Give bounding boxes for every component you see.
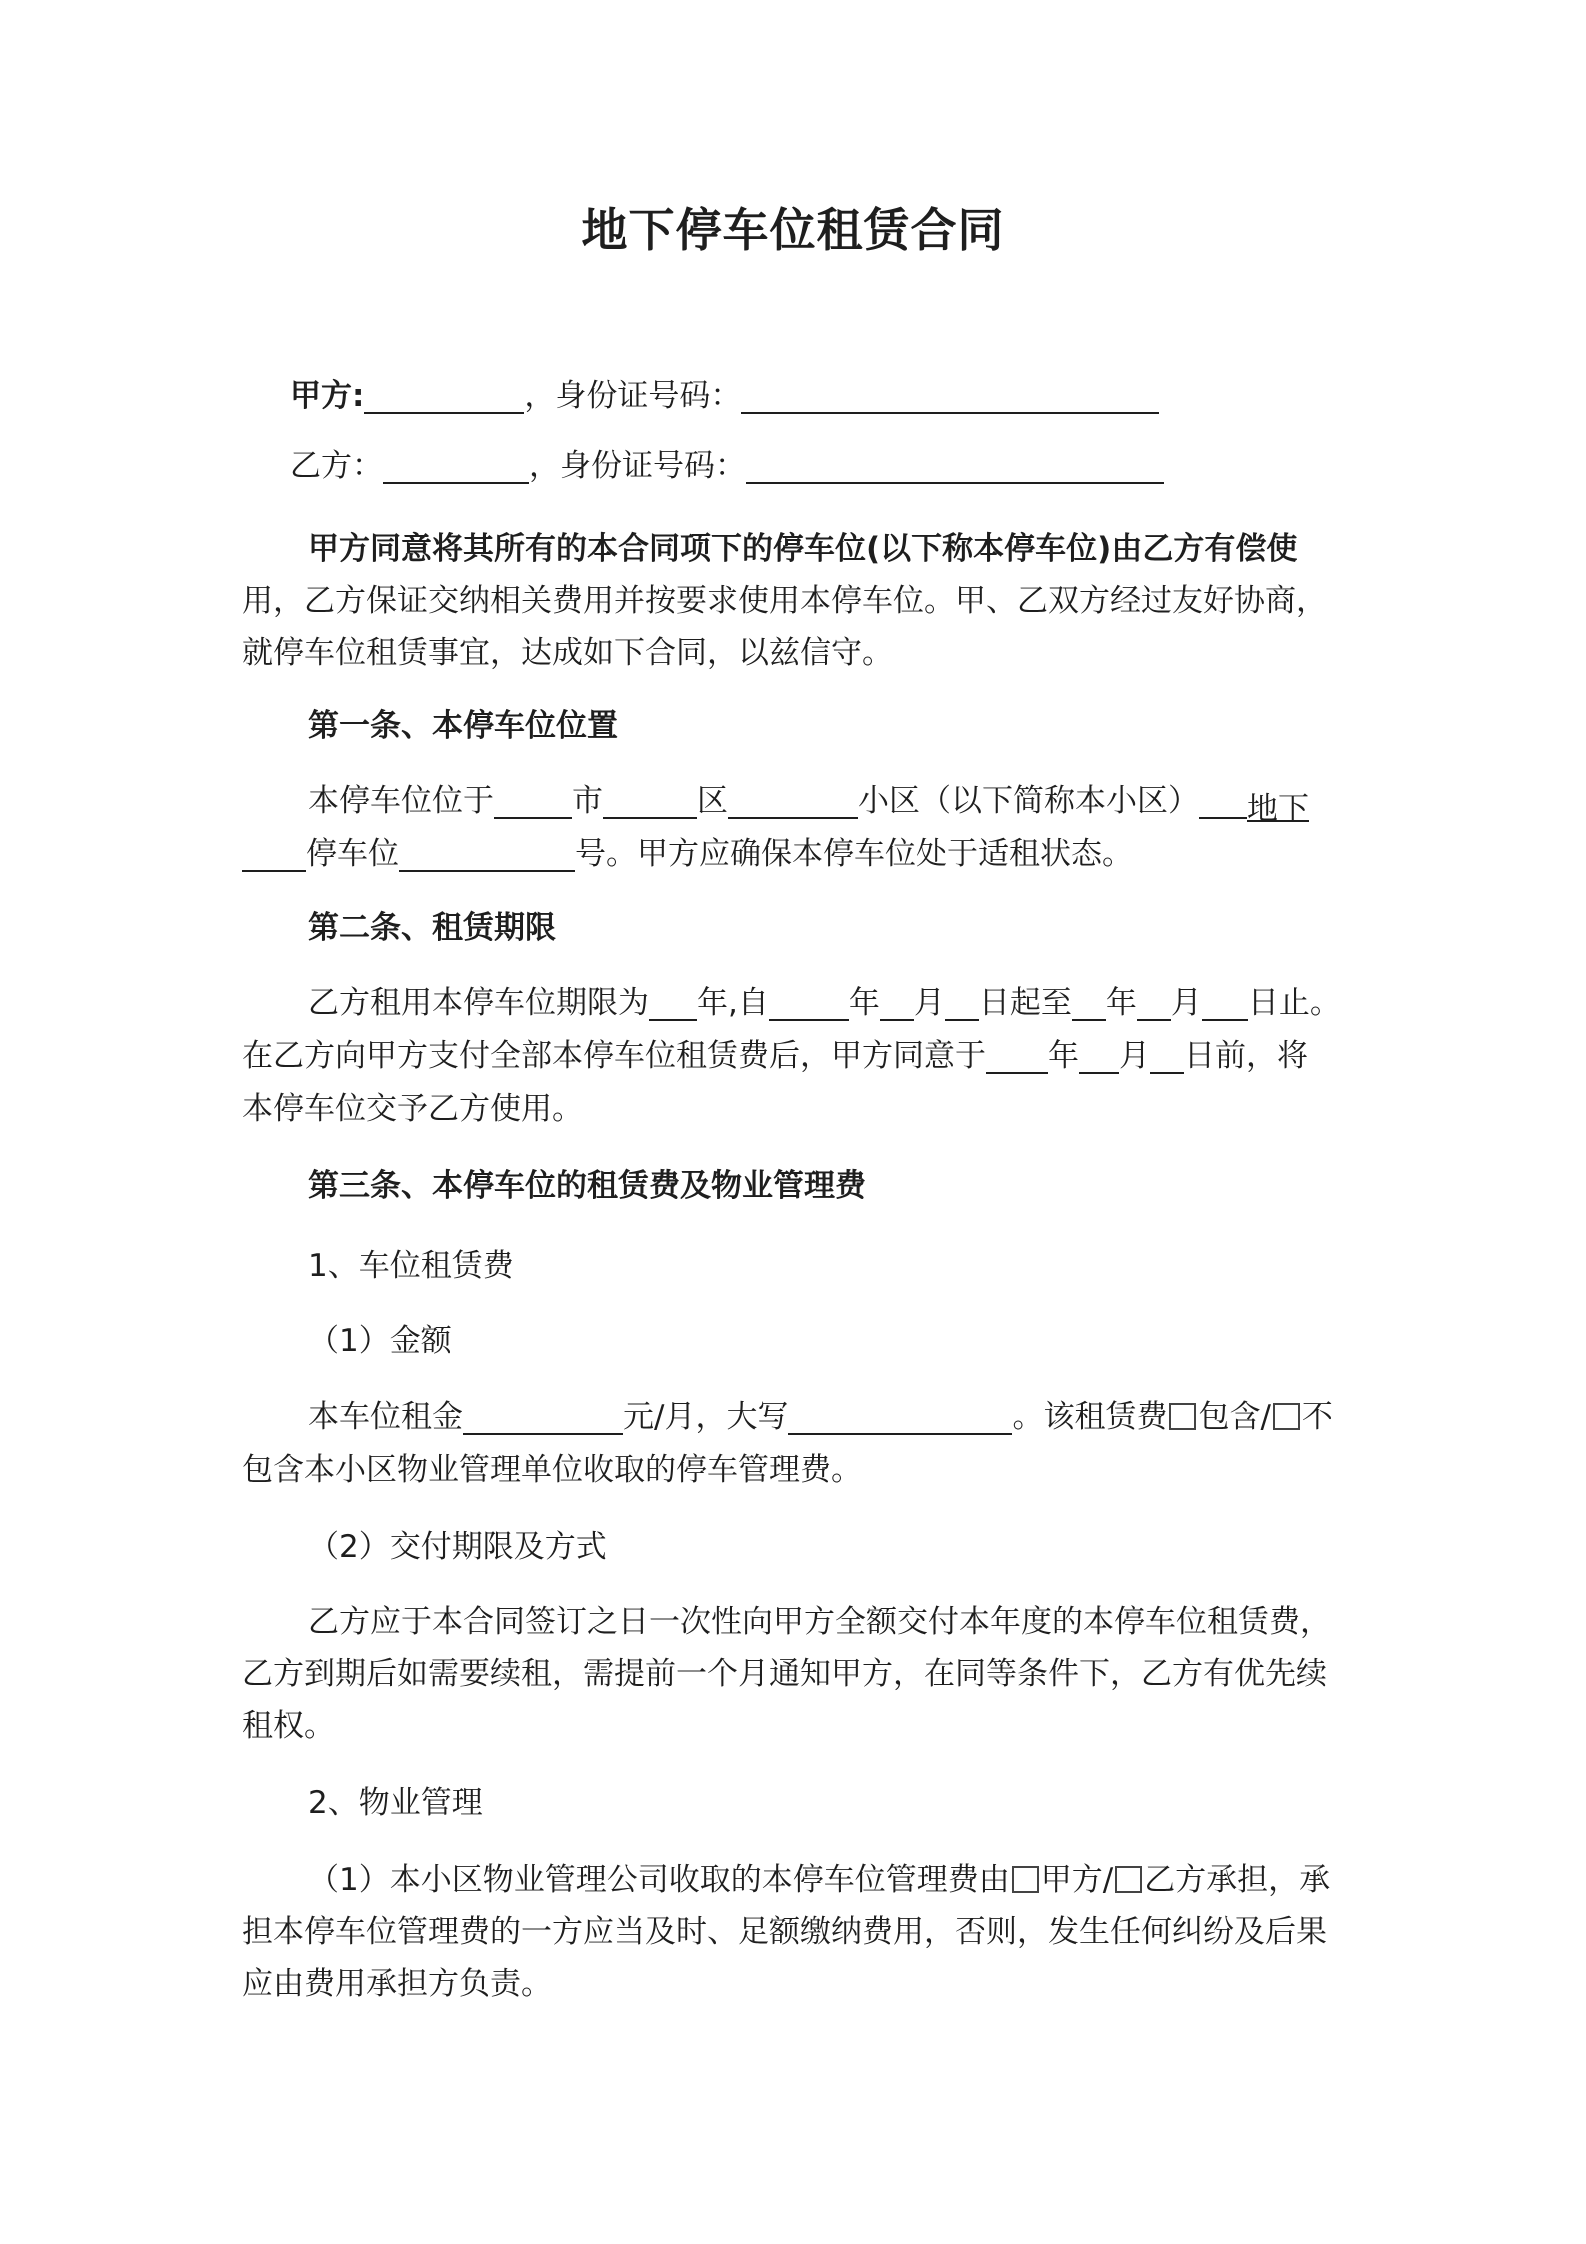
delivery-day-blank[interactable] (1150, 1038, 1184, 1074)
management-text-3: 乙方承担，承 (1144, 1862, 1331, 1898)
district-blank[interactable] (603, 783, 697, 819)
community-blank[interactable] (728, 783, 858, 819)
art2-text-a3: 年 (848, 985, 880, 1021)
payment-line-3 (242, 1703, 1362, 1749)
section-2-heading-text: 2、物业管理 (308, 1785, 483, 1821)
term-years-blank[interactable] (649, 985, 697, 1021)
management-line-3 (242, 1961, 1362, 2007)
subsection-1-2-heading (242, 1524, 1362, 1570)
intro-text-1: 甲方同意将其所有的本合同项下的停车位(以下称本停车位)由乙方有偿使 (308, 531, 1298, 567)
rent-text-5: 不 (1301, 1399, 1333, 1435)
article-2-heading-text: 第二条、租赁期限 (308, 910, 556, 946)
article-1-heading (242, 703, 1362, 749)
article-2-line-3 (242, 1086, 1362, 1132)
payment-text-3: 租权。 (242, 1708, 335, 1744)
delivery-month-blank[interactable] (1079, 1038, 1119, 1074)
intro-text-2: 用，乙方保证交纳相关费用并按要求使用本停车位。甲、乙双方经过友好协商， (242, 583, 1327, 619)
subsection-1-1-heading (242, 1318, 1362, 1364)
exclude-checkbox[interactable] (1273, 1403, 1300, 1430)
management-text-2: 甲方/ (1040, 1862, 1114, 1898)
end-day-blank[interactable] (1202, 985, 1248, 1021)
management-text-1: （1）本小区物业管理公司收取的本停车位管理费由 (308, 1862, 1010, 1898)
party-b-label: 乙方： (290, 448, 383, 484)
section-1-heading (242, 1243, 1362, 1289)
art1-text-4: 小区（以下简称本小区） (858, 783, 1199, 819)
art2-text-b2: 年 (1048, 1038, 1079, 1074)
art1-text-3: 区 (697, 783, 728, 819)
article-2-heading (242, 905, 1362, 951)
rent-text-3: 。该租赁费 (1012, 1399, 1168, 1435)
art1-text-1: 本停车位位于 (308, 783, 494, 819)
delivery-year-blank[interactable] (986, 1038, 1048, 1074)
start-day-blank[interactable] (945, 985, 979, 1021)
party-a-id-blank[interactable] (741, 378, 1159, 414)
article-2-line-2 (242, 1033, 1362, 1079)
lot-number-blank[interactable] (399, 836, 575, 872)
management-text-4: 担本停车位管理费的一方应当及时、足额缴纳费用，否则，发生任何纠纷及后果 (242, 1914, 1327, 1950)
rent-line-2 (242, 1447, 1362, 1493)
lot-area-blank[interactable] (242, 836, 306, 872)
start-year-blank[interactable] (769, 985, 849, 1021)
party-b-id-blank[interactable] (746, 448, 1164, 484)
section-2-heading (242, 1780, 1362, 1826)
end-month-blank[interactable] (1137, 985, 1171, 1021)
party-a-name-blank[interactable] (364, 378, 524, 414)
art2-text-a6: 年 (1105, 985, 1137, 1021)
payment-text-1: 乙方应于本合同签订之日一次性向甲方全额交付本年度的本停车位租赁费， (308, 1604, 1331, 1640)
party-a-id-label: ，身份证号码： (524, 378, 742, 414)
page-title: 地下停车位租赁合同 (581, 203, 1005, 257)
management-line-1 (242, 1857, 1362, 1903)
intro-line-2 (242, 578, 1362, 624)
start-month-blank[interactable] (880, 985, 914, 1021)
floor-blank[interactable] (1199, 783, 1247, 819)
rent-text-6: 包含本小区物业管理单位收取的停车管理费。 (242, 1452, 862, 1488)
art2-text-a7: 月 (1170, 985, 1202, 1021)
party-b-name-blank[interactable] (383, 448, 529, 484)
art2-text-a1: 乙方租用本停车位期限为 (308, 985, 649, 1021)
end-year-blank[interactable] (1072, 985, 1106, 1021)
intro-text-3: 就停车位租赁事宜，达成如下合同，以兹信守。 (242, 635, 893, 671)
art2-text-c1: 本停车位交予乙方使用。 (242, 1091, 583, 1127)
party-a-bears-checkbox[interactable] (1012, 1866, 1039, 1893)
intro-line-1 (242, 526, 1362, 572)
section-1-heading-text: 1、车位租赁费 (308, 1248, 514, 1284)
subsection-1-1-heading-text: （1）金额 (308, 1323, 452, 1359)
intro-line-3 (242, 630, 1362, 676)
art2-text-b3: 月 (1119, 1038, 1150, 1074)
art2-text-a8: 日止。 (1247, 985, 1341, 1021)
art2-text-a2: 年,自 (697, 985, 769, 1021)
rent-words-blank[interactable] (788, 1399, 1012, 1435)
article-1-heading-text: 第一条、本停车位位置 (308, 708, 618, 744)
art1-text-7: 号。甲方应确保本停车位处于适租状态。 (575, 836, 1133, 872)
rent-amount-blank[interactable] (463, 1399, 623, 1435)
article-2-line-1 (242, 980, 1362, 1026)
party-b-bears-checkbox[interactable] (1115, 1866, 1142, 1893)
art1-text-5: 地下 (1247, 786, 1309, 822)
art1-text-2: 市 (572, 783, 603, 819)
party-b-line (290, 443, 1410, 489)
party-a-line (290, 373, 1410, 419)
rent-line-1 (242, 1394, 1362, 1440)
rent-text-4: 包含/ (1198, 1399, 1271, 1435)
payment-line-2 (242, 1651, 1362, 1697)
management-text-5: 应由费用承担方负责。 (242, 1966, 552, 2002)
payment-text-2: 乙方到期后如需要续租，需提前一个月通知甲方，在同等条件下，乙方有优先续 (242, 1656, 1327, 1692)
rent-text-1: 本车位租金 (308, 1399, 463, 1435)
art2-text-b1: 在乙方向甲方支付全部本停车位租赁费后，甲方同意于 (242, 1038, 986, 1074)
subsection-1-2-heading-text: （2）交付期限及方式 (308, 1529, 607, 1565)
article-3-heading (242, 1163, 1362, 1209)
art1-text-6: 停车位 (306, 836, 399, 872)
article-1-line-1 (242, 778, 1362, 827)
article-3-heading-text: 第三条、本停车位的租赁费及物业管理费 (308, 1168, 866, 1204)
include-checkbox[interactable] (1169, 1403, 1196, 1430)
article-1-line-2 (242, 831, 1362, 877)
art2-text-a4: 月 (913, 985, 945, 1021)
art2-text-a5: 日起至 (978, 985, 1072, 1021)
management-line-2 (242, 1909, 1362, 1955)
payment-line-1 (242, 1599, 1362, 1645)
party-a-label: 甲方: (290, 378, 365, 414)
art2-text-b4: 日前，将 (1184, 1038, 1308, 1074)
rent-text-2: 元/月，大写 (623, 1399, 789, 1435)
city-blank[interactable] (494, 783, 572, 819)
party-b-id-label: ，身份证号码： (529, 448, 746, 484)
